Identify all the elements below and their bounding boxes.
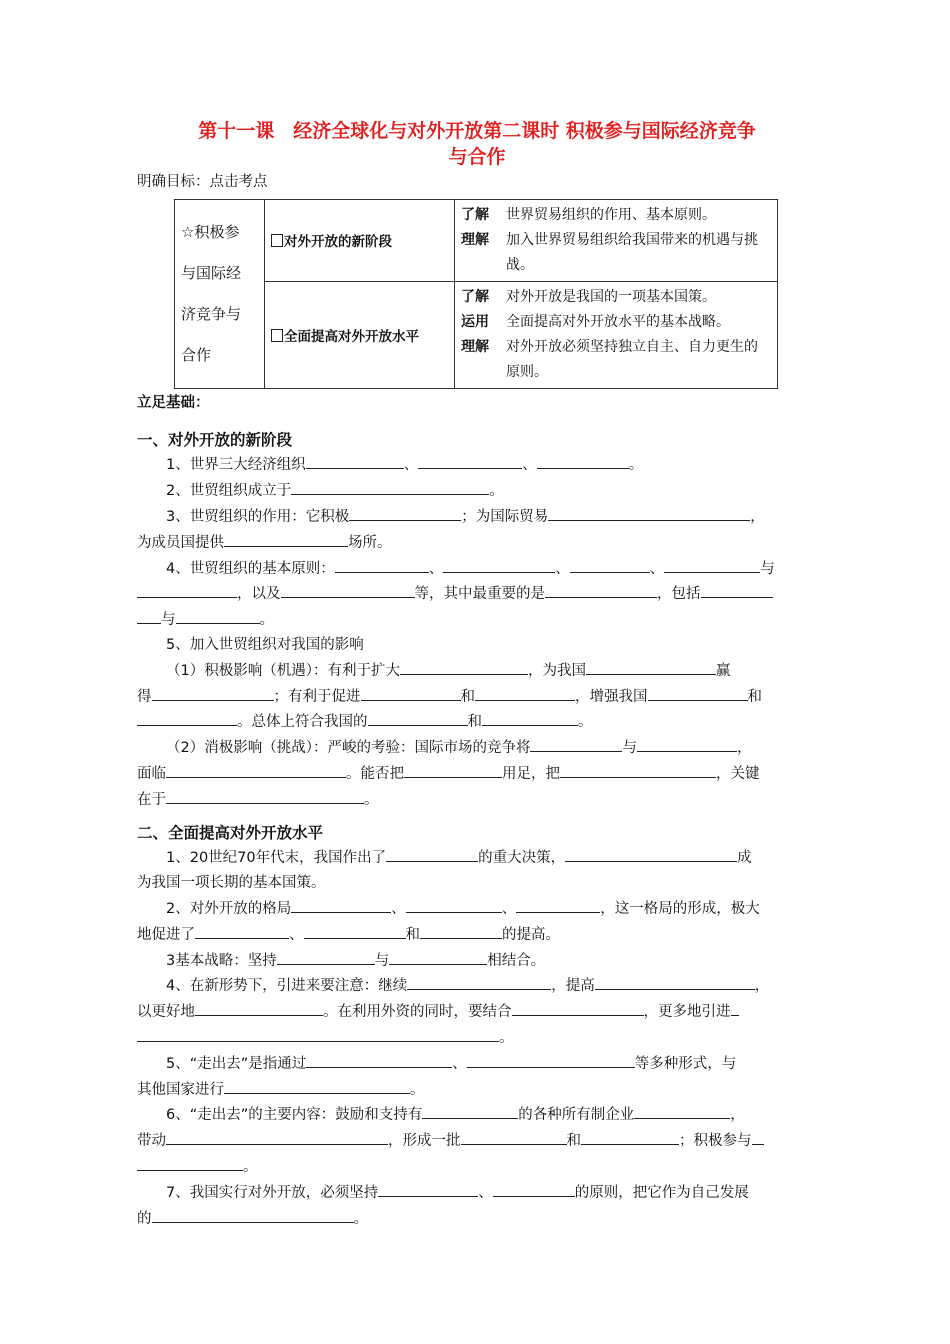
text-segment: 、: [555, 560, 570, 577]
text-segment: 。: [243, 1158, 258, 1175]
text-segment: 。: [499, 1029, 514, 1046]
text-segment: ，这一格局的形成，极大: [600, 900, 760, 917]
text-segment: 合作: [181, 345, 212, 364]
text-segment: 。: [364, 791, 379, 808]
text-segment: ，: [754, 978, 770, 995]
blank-field[interactable]: [422, 1102, 518, 1119]
text-segment: ，: [736, 740, 752, 757]
question-2-4: [137, 973, 817, 999]
blank-field[interactable]: [545, 581, 657, 598]
blank-field[interactable]: [306, 452, 404, 469]
objective-topic: [265, 281, 455, 388]
text-segment: ☆积极参: [181, 222, 240, 241]
text-segment: 对外开放的新阶段: [284, 234, 392, 251]
text-segment: ，关键: [716, 765, 760, 782]
question-2-6: [137, 1102, 817, 1128]
text-segment: 。: [410, 1081, 425, 1098]
question-2-1: [137, 845, 817, 871]
blank-field[interactable]: [306, 1051, 452, 1068]
text-segment: 7、我国实行对外开放，必须坚持: [166, 1184, 379, 1201]
blank-field[interactable]: [443, 556, 555, 573]
text-segment: 、: [478, 1184, 493, 1201]
text-segment: 。总体上符合我国的: [237, 714, 368, 731]
text-segment: ；有利于促进: [273, 688, 361, 705]
question-2-5: [137, 1051, 817, 1077]
blank-field[interactable]: [137, 1154, 243, 1171]
text-segment: ，更多地引进: [643, 1004, 731, 1021]
text-segment: 济竞争与: [181, 304, 242, 323]
text-segment: 以更好地: [137, 1004, 195, 1021]
blank-field[interactable]: [166, 787, 364, 804]
question-1-1: [137, 452, 817, 478]
question-1-5-1: [137, 658, 817, 684]
text-segment: 相结合。: [487, 952, 546, 969]
text-segment: 2、世贸组织成立于: [166, 483, 292, 500]
objective-item: [461, 285, 771, 310]
blank-field[interactable]: [406, 896, 502, 913]
text-segment: 理解: [461, 338, 489, 355]
text-segment: 与: [161, 612, 176, 629]
blank-field[interactable]: [137, 1025, 499, 1042]
blank-field[interactable]: [361, 684, 461, 701]
blank-field[interactable]: [281, 581, 415, 598]
text-segment: 、: [428, 560, 444, 577]
objective-item: [461, 310, 771, 335]
blank-field[interactable]: [512, 999, 644, 1016]
text-segment: 全面提高对外开放水平的基本战略。: [506, 313, 730, 330]
text-segment: ，包括: [657, 586, 701, 603]
blank-field[interactable]: [152, 1206, 354, 1223]
blank-field[interactable]: [386, 845, 478, 862]
blank-field[interactable]: [400, 658, 528, 675]
blank-field[interactable]: [482, 709, 578, 726]
blank-field[interactable]: [335, 556, 429, 573]
text-segment: 的: [137, 1210, 152, 1227]
blank-field[interactable]: [467, 1051, 635, 1068]
question-1-5-2: [137, 735, 817, 761]
text-segment: ；积极参与: [679, 1133, 752, 1150]
text-segment: 和: [566, 1133, 581, 1150]
text-segment: 场所。: [348, 534, 392, 551]
text-segment: ，以及: [237, 586, 281, 603]
blank-field[interactable]: [701, 581, 773, 598]
text-segment: 4、在新形势下，引进来要注意：继续: [166, 978, 408, 995]
text-segment: 、: [649, 560, 665, 577]
question-1-4: [137, 556, 817, 582]
blank-field[interactable]: [537, 452, 629, 469]
text-segment: 。: [489, 483, 504, 500]
text-segment: 为我国一项长期的基本国策。: [137, 875, 326, 892]
blank-field[interactable]: [648, 684, 748, 701]
text-segment: 面临: [137, 765, 166, 782]
text-segment: 的原则，把它作为自己发展: [574, 1184, 749, 1201]
blank-field[interactable]: [378, 1180, 478, 1197]
blank-field[interactable]: [634, 1102, 730, 1119]
blank-field[interactable]: [176, 607, 260, 624]
text-segment: 6、“走出去”的主要内容：鼓励和支持有: [166, 1107, 423, 1124]
blank-field[interactable]: [368, 709, 468, 726]
text-segment: 、: [403, 457, 419, 474]
question-2-7: [137, 1180, 817, 1206]
blank-field[interactable]: [195, 999, 323, 1016]
text-segment: 的重大决策，: [478, 850, 566, 867]
blank-field[interactable]: [664, 556, 760, 573]
text-segment: 、: [522, 457, 537, 474]
objective-items: [455, 199, 778, 281]
blank-field[interactable]: [291, 478, 489, 495]
blank-field[interactable]: [195, 922, 289, 939]
text-segment: 的提高。: [502, 926, 560, 943]
foundation-heading: 立足基础：: [137, 394, 210, 411]
text-segment: 赢: [715, 662, 731, 679]
text-segment: 用足，把: [502, 765, 560, 782]
text-segment: 、: [289, 926, 304, 943]
objective-item: [461, 203, 771, 228]
text-segment: 与国际经: [181, 263, 242, 282]
blank-field[interactable]: [475, 684, 575, 701]
text-segment: 4、世贸组织的基本原则：: [166, 560, 335, 577]
blank-field[interactable]: [304, 922, 406, 939]
blank-field[interactable]: [516, 896, 600, 913]
text-segment: 。能否把: [346, 765, 404, 782]
question-2-2: [137, 896, 817, 922]
text-segment: ，提高: [551, 978, 595, 995]
text-segment: 对外开放必须坚持独立自主、自力更生的原则。: [506, 338, 758, 380]
objectives-lead: [175, 199, 265, 388]
objective-item: [461, 228, 771, 278]
text-segment: 3、世贸组织的作用：它积极: [166, 508, 350, 525]
text-segment: ，形成一批: [388, 1133, 461, 1150]
checkbox-icon: [271, 329, 283, 342]
text-segment: 。: [353, 1210, 368, 1227]
lesson-title-line1: 第十一课 经济全球化与对外开放第二课时 积极参与国际经济竞争: [198, 120, 756, 142]
blank-field[interactable]: [586, 658, 716, 675]
text-segment: 。: [259, 612, 274, 629]
blank-field[interactable]: [224, 1077, 410, 1094]
blank-field[interactable]: [349, 504, 461, 521]
text-segment: ；为国际贸易: [461, 508, 549, 525]
text-segment: 运用: [461, 313, 489, 330]
text-segment: 在于: [137, 791, 166, 808]
blank-field[interactable]: [530, 735, 622, 752]
text-segment: 地促进了: [137, 926, 195, 943]
text-segment: 5、“走出去”是指通过: [166, 1055, 307, 1072]
text-segment: 和: [467, 714, 482, 731]
text-segment: 与: [622, 740, 637, 757]
objective-items: [455, 281, 778, 388]
text-segment: 等多种形式，与: [634, 1055, 737, 1072]
text-segment: 与: [374, 952, 390, 969]
text-segment: 成: [737, 850, 752, 867]
objectives-table: [174, 199, 778, 389]
worksheet-page: [137, 118, 817, 1231]
question-1-3: [137, 504, 817, 530]
text-segment: 1、世界三大经济组织: [166, 457, 306, 474]
blank-field[interactable]: [166, 1128, 388, 1145]
text-segment: 3基本战略：坚持: [166, 952, 277, 969]
text-segment: 和: [460, 688, 475, 705]
text-segment: （1）积极影响（机遇）：有利于扩大: [166, 662, 400, 679]
text-segment: 。: [628, 457, 644, 474]
blank-field[interactable]: [152, 684, 274, 701]
text-segment: 。: [578, 714, 593, 731]
text-segment: 带动: [137, 1133, 166, 1150]
blank-field[interactable]: [224, 530, 348, 547]
text-segment: 和: [747, 688, 762, 705]
objective-topic: [265, 199, 455, 281]
text-segment: ，: [750, 508, 765, 525]
text-segment: ，为我国: [527, 662, 586, 679]
blank-field[interactable]: [565, 845, 737, 862]
blank-field[interactable]: [420, 922, 502, 939]
blank-field[interactable]: [752, 1128, 764, 1145]
blank-field[interactable]: [137, 607, 161, 624]
section1-heading: 一、对外开放的新阶段: [137, 430, 293, 449]
blank-field[interactable]: [461, 1128, 567, 1145]
text-segment: 理解: [461, 231, 489, 248]
text-segment: 与: [760, 560, 775, 577]
section2-heading: 二、全面提高对外开放水平: [137, 823, 324, 842]
blank-field[interactable]: [570, 556, 650, 573]
text-segment: 了解: [461, 206, 489, 223]
blank-field[interactable]: [404, 761, 502, 778]
text-segment: ，: [730, 1107, 745, 1124]
checkbox-icon: [271, 234, 283, 247]
text-segment: 为成员国提供: [137, 534, 224, 551]
text-segment: 、: [501, 900, 517, 917]
text-segment: 得: [137, 688, 152, 705]
text-segment: 了解: [461, 288, 489, 305]
objective-item: [461, 335, 771, 385]
text-segment: 的各种所有制企业: [518, 1107, 635, 1124]
text-segment: 对外开放是我国的一项基本国策。: [506, 288, 716, 305]
text-segment: 加入世界贸易组织给我国带来的机遇与挑战。: [506, 231, 758, 273]
text-segment: ，增强我国: [575, 688, 648, 705]
text-segment: 全面提高对外开放水平: [284, 328, 419, 345]
blank-field[interactable]: [637, 735, 737, 752]
goal-line: 明确目标：点击考点: [137, 174, 268, 190]
text-segment: 。在利用外资的同时，要结合: [323, 1004, 512, 1021]
text-segment: 世界贸易组织的作用、基本原则。: [506, 206, 716, 223]
question-2-3: [137, 948, 817, 974]
blank-field[interactable]: [137, 581, 237, 598]
blank-field[interactable]: [548, 504, 750, 521]
blank-field[interactable]: [595, 973, 755, 990]
blank-field[interactable]: [407, 973, 551, 990]
lesson-title: [137, 118, 817, 170]
blank-field[interactable]: [418, 452, 522, 469]
text-segment: （2）消极影响（挑战）：严峻的考验：国际市场的竞争将: [166, 740, 531, 757]
text-segment: 等，其中最重要的是: [414, 586, 545, 603]
blank-field[interactable]: [137, 709, 237, 726]
lesson-title-line2: 与合作: [448, 146, 506, 168]
text-segment: 其他国家进行: [137, 1081, 224, 1098]
text-segment: 和: [405, 926, 420, 943]
question-1-2: [137, 478, 817, 504]
blank-field[interactable]: [560, 761, 716, 778]
text-segment: 2、对外开放的格局: [166, 900, 292, 917]
text-segment: 1、20世纪70年代末，我国作出了: [166, 850, 387, 867]
text-segment: 、: [391, 900, 406, 917]
blank-field[interactable]: [389, 948, 487, 965]
blank-field[interactable]: [291, 896, 391, 913]
blank-field[interactable]: [166, 761, 346, 778]
text-segment: 、: [452, 1055, 467, 1072]
blank-field[interactable]: [493, 1180, 575, 1197]
blank-field[interactable]: [581, 1128, 679, 1145]
blank-field[interactable]: [277, 948, 375, 965]
question-1-5: 5、加入世贸组织对我国的影响: [166, 636, 364, 653]
blank-field[interactable]: [731, 999, 739, 1016]
